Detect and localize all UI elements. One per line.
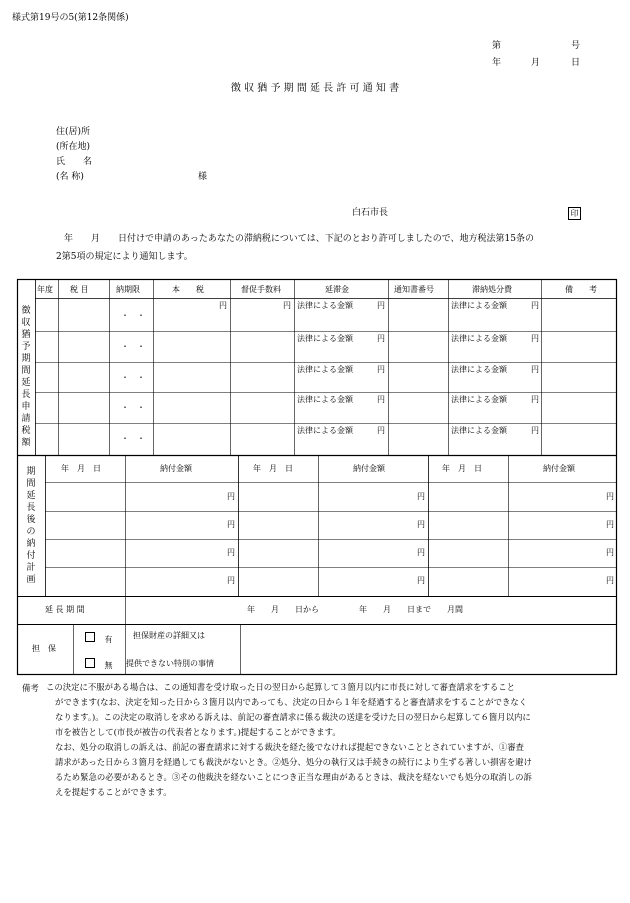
address-label: 住(居)所 bbox=[56, 127, 91, 137]
yen-unit: 円 bbox=[531, 334, 539, 343]
yen-unit: 円 bbox=[227, 492, 235, 501]
header-payment-date: 年 月 日 bbox=[61, 464, 101, 473]
due-date-dots: ・ ・ bbox=[121, 342, 145, 351]
checkbox-icon[interactable] bbox=[85, 632, 95, 642]
legal-amount-label: 法律による金額 bbox=[451, 365, 507, 374]
date-month: 月 bbox=[531, 58, 541, 68]
security-yes-label: 有 bbox=[104, 635, 113, 644]
yen-unit: 円 bbox=[531, 365, 539, 374]
security-detail-line1: 担保財産の詳細又は bbox=[133, 631, 205, 640]
table1-side-label: 徴収猶予期間延長申請税額 bbox=[21, 306, 31, 448]
due-date-dots: ・ ・ bbox=[121, 311, 145, 320]
yen-unit: 円 bbox=[417, 492, 425, 501]
document-number-go: 号 bbox=[571, 41, 581, 51]
header-payment-amount: 納付金額 bbox=[160, 464, 192, 473]
yen-unit: 円 bbox=[377, 426, 385, 435]
yen-unit: 円 bbox=[227, 576, 235, 585]
yen-unit: 円 bbox=[219, 301, 227, 310]
header-due-date: 納期限 bbox=[116, 285, 140, 294]
notice-text-line1: 年 月 日付けで申請のあったあなたの滞納税については、下記のとおり許可しましたので、地方税法第15条の bbox=[64, 234, 535, 244]
yen-unit: 円 bbox=[606, 520, 614, 529]
remarks-line: この決定に不服がある場合は、この通知書を受け取った日の翌日から起算して３箇月以内に市長に対して審査請求をすること bbox=[46, 682, 515, 692]
header-tax-item: 税 目 bbox=[70, 285, 89, 294]
remarks-line: 請求があった日から３箇月を経過しても裁決がないとき。②処分、処分の執行又は手続きの続行により生ずる著しい損害を避け bbox=[55, 757, 532, 767]
page-title: 徴 収 猶 予 期 間 延 長 許 可 通 知 書 bbox=[230, 83, 400, 94]
yen-unit: 円 bbox=[417, 548, 425, 557]
yen-unit: 円 bbox=[377, 365, 385, 374]
header-dunning-fee: 督促手数料 bbox=[241, 285, 281, 294]
remarks-line: 市を被告として(市長が被告の代表者となります。)提起することができます。 bbox=[55, 727, 341, 737]
legal-amount-label: 法律による金額 bbox=[451, 395, 507, 404]
yen-unit: 円 bbox=[227, 548, 235, 557]
legal-amount-label: 法律による金額 bbox=[297, 426, 353, 435]
remarks-line: るため緊急の必要があるとき。③その他裁決を経ないことにつき正当な理由があるときは、裁決を経ないでも処分の取消しの訴 bbox=[55, 772, 532, 782]
header-payment-date: 年 月 日 bbox=[253, 464, 293, 473]
header-late-charge: 延滞金 bbox=[325, 285, 349, 294]
yen-unit: 円 bbox=[377, 301, 385, 310]
yen-unit: 円 bbox=[606, 576, 614, 585]
yen-unit: 円 bbox=[531, 301, 539, 310]
security-no-option[interactable] bbox=[85, 658, 113, 670]
legal-amount-label: 法律による金額 bbox=[297, 334, 353, 343]
legal-amount-label: 法律による金額 bbox=[451, 301, 507, 310]
remarks-block bbox=[46, 680, 620, 800]
header-disposition-cost: 滞納処分費 bbox=[472, 285, 512, 294]
security-detail-line2: 提供できない特別の事情 bbox=[126, 659, 214, 668]
seal-mark: 印 bbox=[568, 207, 581, 220]
header-payment-amount: 納付金額 bbox=[353, 464, 385, 473]
remarks-line: なお、処分の取消しの訴えは、前記の審査請求に対する裁決を経た後でなければ提起できないこととされていますが、①審査 bbox=[55, 742, 524, 752]
security-yes-option[interactable] bbox=[85, 632, 113, 644]
header-payment-amount: 納付金額 bbox=[543, 464, 575, 473]
remarks-line: ができます(なお、決定を知った日から３箇月以内であっても、決定の日から１年を経過すると審査請求をすることができなく bbox=[55, 697, 528, 707]
yen-unit: 円 bbox=[227, 520, 235, 529]
date-year: 年 bbox=[492, 58, 502, 68]
due-date-dots: ・ ・ bbox=[121, 434, 145, 443]
security-no-label: 無 bbox=[104, 661, 113, 670]
legal-amount-label: 法律による金額 bbox=[297, 395, 353, 404]
security-label: 担 保 bbox=[32, 644, 56, 653]
yen-unit: 円 bbox=[377, 334, 385, 343]
extension-period-text: 年 月 日から 年 月 日まで 月間 bbox=[247, 605, 463, 614]
legal-amount-label: 法律による金額 bbox=[451, 426, 507, 435]
honorific: 様 bbox=[198, 172, 208, 182]
remarks-line: えを提起することができます。 bbox=[55, 787, 172, 797]
name-label: 氏 名 bbox=[56, 157, 93, 167]
remarks-line: なります。)。この決定の取消しを求める訴えは、前記の審査請求に係る裁決の送達を受けた日の翌日から起算して６箇月以内に bbox=[55, 712, 531, 722]
document-number-dai: 第 bbox=[492, 41, 502, 51]
checkbox-icon[interactable] bbox=[85, 658, 95, 668]
form-number: 様式第19号の5(第12条関係) bbox=[12, 13, 129, 23]
yen-unit: 円 bbox=[531, 395, 539, 404]
notice-text-line2: 2第5項の規定により通知します。 bbox=[56, 252, 193, 262]
date-day: 日 bbox=[571, 58, 581, 68]
table2-side-label: 期間延長後の納付計画 bbox=[26, 467, 36, 585]
yen-unit: 円 bbox=[283, 301, 291, 310]
location-label: (所在地) bbox=[56, 142, 91, 152]
yen-unit: 円 bbox=[417, 576, 425, 585]
header-payment-date: 年 月 日 bbox=[442, 464, 482, 473]
header-fiscal-year: 年度 bbox=[37, 285, 53, 294]
extension-period-label: 延 長 期 間 bbox=[45, 605, 85, 614]
header-remarks: 備 考 bbox=[565, 285, 597, 294]
yen-unit: 円 bbox=[417, 520, 425, 529]
yen-unit: 円 bbox=[606, 548, 614, 557]
header-principal-tax: 本 税 bbox=[172, 285, 204, 294]
yen-unit: 円 bbox=[606, 492, 614, 501]
header-notice-number: 通知書番号 bbox=[394, 285, 434, 294]
legal-amount-label: 法律による金額 bbox=[451, 334, 507, 343]
due-date-dots: ・ ・ bbox=[121, 403, 145, 412]
corp-name-label: (名 称) bbox=[56, 172, 84, 182]
due-date-dots: ・ ・ bbox=[121, 373, 145, 382]
yen-unit: 円 bbox=[531, 426, 539, 435]
remarks-label: 備考 bbox=[22, 683, 39, 693]
legal-amount-label: 法律による金額 bbox=[297, 301, 353, 310]
yen-unit: 円 bbox=[377, 395, 385, 404]
issuer-name: 白石市長 bbox=[352, 208, 389, 218]
legal-amount-label: 法律による金額 bbox=[297, 365, 353, 374]
